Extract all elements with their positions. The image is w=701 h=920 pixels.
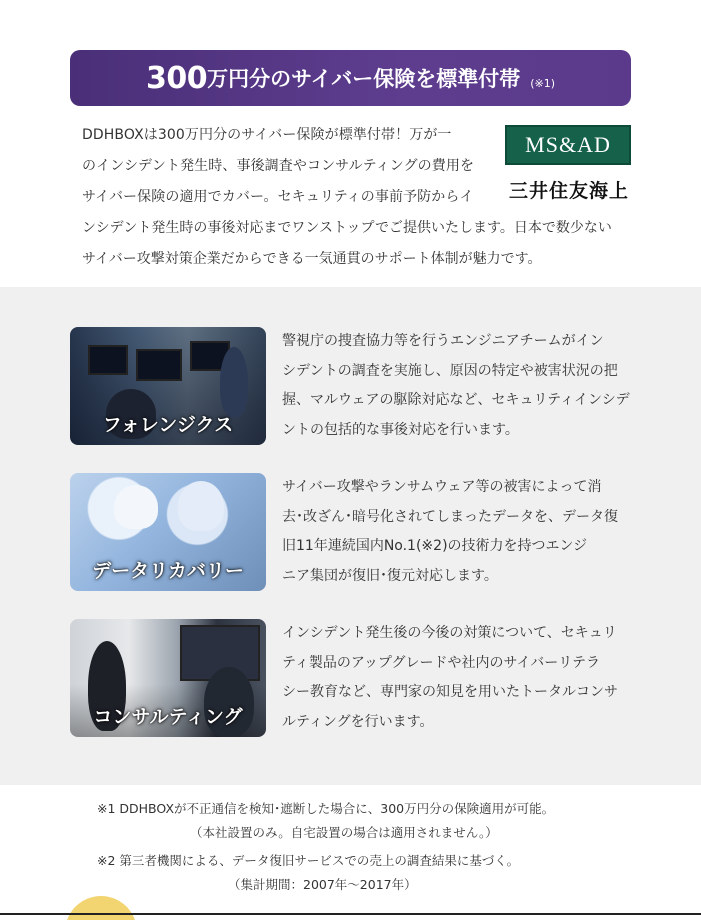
forensics-description <box>282 327 642 445</box>
forensics-label: フォレンジクス <box>102 414 234 436</box>
banner-amount: 300 <box>145 60 208 96</box>
consulting-photo <box>70 619 266 737</box>
data-recovery-description <box>282 473 642 591</box>
intro-line: のインシデント発生時、事後調査やコンサルティングの費用を <box>82 158 475 174</box>
intro-line: DDHBOXは300万円分のサイバー保険が標準付帯！万が一 <box>82 127 452 143</box>
desc-line: ントの包括的な事後対応を行います。 <box>282 421 519 438</box>
intro-paragraph-cont <box>82 213 642 275</box>
intro-line: サイバー保険の適用でカバー。セキュリティの事前予防からイ <box>82 189 474 205</box>
forensics-photo <box>70 327 266 445</box>
banner-text-1: のサイバー <box>270 67 374 91</box>
desc-line: インシデント発生後の今後の対策について、セキュリ <box>282 625 617 641</box>
desc-line: シー教育など、専門家の知見を用いたトータルコンサ <box>282 684 618 700</box>
desc-line: ティ製品のアップグレードや社内のサイバーリテラ <box>282 654 600 671</box>
services-section <box>0 287 701 785</box>
desc-line: 警視庁の捜査協力等を行うエンジニアチームがイン <box>282 333 604 349</box>
decorative-circle <box>65 896 137 920</box>
consulting-label: コンサルティング <box>93 706 243 728</box>
banner-note: (※1) <box>530 76 556 90</box>
footnote-2-detail: （集計期間：2007年〜2017年） <box>228 877 417 892</box>
desc-line: ルティングを行います。 <box>282 713 434 730</box>
msad-logo: MS&AD <box>505 125 631 165</box>
desc-line: 旧11年連続国内No.1(※2)の技術力を持つエンジ <box>282 538 588 554</box>
divider <box>0 913 701 915</box>
footnote-1-detail: （本社設置のみ。自宅設置の場合は適用されません。） <box>190 825 498 840</box>
desc-line: シデントの調査を実施し、原因の特定や被害状況の把 <box>282 362 618 379</box>
intro-line: ンシデント発生時の事後対応までワンストップでご提供いたします。日本で数少ない <box>82 220 612 236</box>
data-recovery-photo <box>70 473 266 591</box>
service-forensics <box>70 327 640 447</box>
intro-paragraph <box>82 120 498 213</box>
banner-unit: 万円分 <box>207 67 271 91</box>
data-recovery-label: データリカバリー <box>92 560 244 582</box>
footnote-1: ※1 DDHBOXが不正通信を検知･遮断した場合に、300万円分の保険適用が可能。 <box>97 801 555 816</box>
headline-banner <box>70 50 631 106</box>
consulting-description <box>282 619 642 737</box>
desc-line: 去･改ざん･暗号化されてしまったデータを、データ復 <box>282 508 618 525</box>
intro-line: サイバー攻撃対策企業だからできる一気通貫のサポート体制が魅力です。 <box>82 251 542 267</box>
desc-line: サイバー攻撃やランサムウェア等の被害によって消 <box>282 479 602 495</box>
banner-text-2: 保険を標準付帯 <box>373 67 521 91</box>
desc-line: 握、マルウェアの駆除対応など、セキュリティインシデ <box>282 392 630 408</box>
service-consulting <box>70 619 640 739</box>
desc-line: ニア集団が復旧･復元対応します。 <box>282 567 498 584</box>
insurer-name: 三井住友海上 <box>508 180 629 202</box>
service-data-recovery <box>70 473 640 593</box>
footnote-2: ※2 第三者機関による、データ復旧サービスでの売上の調査結果に基づく。 <box>97 853 520 868</box>
